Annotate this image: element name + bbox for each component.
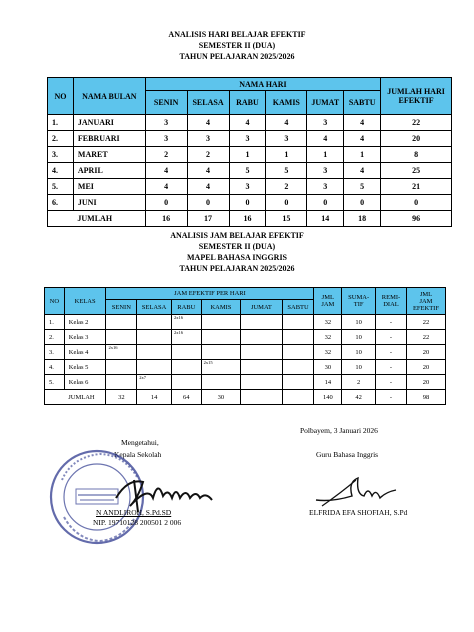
table-row bbox=[45, 345, 446, 360]
row-no: 3. bbox=[45, 345, 65, 360]
jumlah-value: 30 bbox=[201, 390, 241, 405]
row-day-value: 4 bbox=[229, 115, 266, 131]
row-bulan: FEBRUARI bbox=[73, 131, 145, 147]
row-no: 4. bbox=[48, 163, 74, 179]
jumlah-value bbox=[241, 390, 282, 405]
row-day-value: 0 bbox=[145, 195, 187, 211]
row-jml-jam: 30 bbox=[314, 360, 342, 375]
row-day-value: 5 bbox=[266, 163, 307, 179]
table-row bbox=[48, 195, 452, 211]
row-day-value: 4 bbox=[187, 179, 229, 195]
row-no: 1. bbox=[48, 115, 74, 131]
table-row bbox=[45, 315, 446, 330]
jml-jam-header: JML JAM bbox=[314, 288, 342, 315]
row-day-value: 0 bbox=[229, 195, 266, 211]
row-day-value: 5 bbox=[344, 179, 381, 195]
row-no: 5. bbox=[48, 179, 74, 195]
row-no: 1. bbox=[45, 315, 65, 330]
row-day-cell bbox=[106, 375, 137, 390]
jumlah-remidial: - bbox=[376, 390, 407, 405]
row-total: 8 bbox=[381, 147, 452, 163]
row-day-cell bbox=[282, 360, 314, 375]
row-efektif: 20 bbox=[406, 375, 445, 390]
row-day-value: 2 bbox=[145, 147, 187, 163]
row-efektif: 22 bbox=[406, 330, 445, 345]
day-header: SABTU bbox=[344, 91, 381, 115]
title-2-line-2: SEMESTER II (DUA) bbox=[198, 242, 276, 251]
nama-hari-header: NAMA HARI bbox=[145, 78, 380, 91]
row-day-value: 0 bbox=[266, 195, 307, 211]
row-day-cell bbox=[137, 315, 172, 330]
row-no: 5. bbox=[45, 375, 65, 390]
row-day-value: 3 bbox=[307, 179, 344, 195]
row-jml-jam: 14 bbox=[314, 375, 342, 390]
row-day-value: 4 bbox=[187, 115, 229, 131]
row-day-value: 4 bbox=[344, 115, 381, 131]
row-jml-jam: 32 bbox=[314, 330, 342, 345]
row-day-value: 4 bbox=[145, 163, 187, 179]
jumlah-value: 16 bbox=[229, 211, 266, 227]
jumlah-sumatif: 42 bbox=[342, 390, 376, 405]
row-day-cell bbox=[201, 315, 241, 330]
jumlah-value: 17 bbox=[187, 211, 229, 227]
row-day-value: 1 bbox=[307, 147, 344, 163]
row-no: 3. bbox=[48, 147, 74, 163]
title-1-line-1: ANALISIS HARI BELAJAR EFEKTIF bbox=[168, 30, 306, 39]
bulan-header: NAMA BULAN bbox=[73, 78, 145, 115]
guru-label: Guru Bahasa Inggris bbox=[316, 450, 379, 459]
no-header: NO bbox=[48, 78, 74, 115]
jumlah-value: 64 bbox=[171, 390, 201, 405]
mengetahui-label: Mengetahui, bbox=[121, 438, 159, 447]
headmaster-name: N ANDLIROH, S.Pd.SD bbox=[96, 508, 172, 517]
jumlah-value: 32 bbox=[106, 390, 137, 405]
sumatif-header: SUMA- TIF bbox=[342, 288, 376, 315]
jumlah-jml-jam: 140 bbox=[314, 390, 342, 405]
hari-efektif-table bbox=[47, 77, 452, 227]
row-day-value: 4 bbox=[344, 163, 381, 179]
teacher-signature bbox=[312, 472, 402, 512]
row-day-value: 1 bbox=[229, 147, 266, 163]
table-row bbox=[48, 179, 452, 195]
jumlah-value bbox=[282, 390, 314, 405]
jml-jam-efektif-header: JML JAM EFEKTIF bbox=[406, 288, 445, 315]
jumlah-value: 16 bbox=[145, 211, 187, 227]
jumlah-label: JUMLAH bbox=[73, 211, 145, 227]
jumlah-value: 14 bbox=[307, 211, 344, 227]
table-row bbox=[48, 115, 452, 131]
headmaster-nip: NIP. 19710128 200501 2 006 bbox=[93, 518, 182, 527]
row-day-cell: 2x7 bbox=[137, 375, 172, 390]
row-day-cell bbox=[106, 315, 137, 330]
row-total: 20 bbox=[381, 131, 452, 147]
row-day-cell bbox=[201, 375, 241, 390]
row-day-value: 4 bbox=[344, 131, 381, 147]
row-day-cell bbox=[137, 345, 172, 360]
place-date: Polbayem, 3 Januari 2026 bbox=[300, 426, 378, 435]
row-remidial: - bbox=[376, 315, 407, 330]
day-header: KAMIS bbox=[266, 91, 307, 115]
row-day-value: 3 bbox=[187, 131, 229, 147]
row-remidial: - bbox=[376, 360, 407, 375]
row-day-cell bbox=[241, 375, 282, 390]
row-day-cell bbox=[171, 375, 201, 390]
row-day-value: 4 bbox=[187, 163, 229, 179]
jumlah-total: 96 bbox=[381, 211, 452, 227]
row-day-cell bbox=[282, 345, 314, 360]
row-day-value: 3 bbox=[266, 131, 307, 147]
row-day-value: 4 bbox=[307, 131, 344, 147]
row-day-cell bbox=[171, 360, 201, 375]
row-sumatif: 10 bbox=[342, 330, 376, 345]
table-row bbox=[45, 330, 446, 345]
jam-efektif-table bbox=[44, 287, 446, 405]
row-kelas: Kelas 2 bbox=[64, 315, 106, 330]
remidial-header: REMI- DIAL bbox=[376, 288, 407, 315]
row-day-value: 3 bbox=[229, 131, 266, 147]
day-header: SABTU bbox=[282, 300, 314, 315]
row-day-value: 2 bbox=[266, 179, 307, 195]
row-day-value: 4 bbox=[145, 179, 187, 195]
row-no: 4. bbox=[45, 360, 65, 375]
day-header: RABU bbox=[229, 91, 266, 115]
jumlah-value: 18 bbox=[344, 211, 381, 227]
row-efektif: 20 bbox=[406, 345, 445, 360]
row-sumatif: 2 bbox=[342, 375, 376, 390]
row-day-cell: 2x15 bbox=[201, 360, 241, 375]
row-kelas: Kelas 3 bbox=[64, 330, 106, 345]
day-header: JUMAT bbox=[241, 300, 282, 315]
row-remidial: - bbox=[376, 330, 407, 345]
jumlah-value: 14 bbox=[137, 390, 172, 405]
row-total: 22 bbox=[381, 115, 452, 131]
teacher-name: ELFRIDA EFA SHOFIAH, S.Pd bbox=[309, 508, 408, 517]
row-efektif: 22 bbox=[406, 315, 445, 330]
row-kelas: Kelas 4 bbox=[64, 345, 106, 360]
row-day-cell bbox=[201, 330, 241, 345]
row-no: 6. bbox=[48, 195, 74, 211]
row-kelas: Kelas 6 bbox=[64, 375, 106, 390]
row-sumatif: 10 bbox=[342, 360, 376, 375]
jumlah-hari-efektif-header: JUMLAH HARI EFEKTIF bbox=[381, 78, 452, 115]
row-day-cell bbox=[171, 345, 201, 360]
row-day-cell bbox=[106, 330, 137, 345]
row-day-value: 3 bbox=[145, 115, 187, 131]
row-day-value: 3 bbox=[307, 115, 344, 131]
row-bulan: JUNI bbox=[73, 195, 145, 211]
day-header: SENIN bbox=[106, 300, 137, 315]
row-day-cell bbox=[201, 345, 241, 360]
jumlah-value: 15 bbox=[266, 211, 307, 227]
row-day-cell bbox=[241, 330, 282, 345]
table-row bbox=[48, 131, 452, 147]
no-header: NO bbox=[45, 288, 65, 315]
row-day-value: 3 bbox=[307, 163, 344, 179]
title-2-line-1: ANALISIS JAM BELAJAR EFEKTIF bbox=[170, 231, 304, 240]
row-day-value: 3 bbox=[145, 131, 187, 147]
row-jml-jam: 32 bbox=[314, 315, 342, 330]
row-jml-jam: 32 bbox=[314, 345, 342, 360]
row-no: 2. bbox=[48, 131, 74, 147]
day-header: SELASA bbox=[187, 91, 229, 115]
row-day-value: 2 bbox=[187, 147, 229, 163]
jam-efektif-header: JAM EFEKTIF PER HARI bbox=[106, 288, 314, 300]
row-bulan: APRIL bbox=[73, 163, 145, 179]
row-kelas: Kelas 5 bbox=[64, 360, 106, 375]
jumlah-efektif: 98 bbox=[406, 390, 445, 405]
table-row bbox=[48, 163, 452, 179]
row-day-value: 3 bbox=[229, 179, 266, 195]
row-day-value: 1 bbox=[344, 147, 381, 163]
row-day-value: 0 bbox=[344, 195, 381, 211]
row-day-cell bbox=[137, 360, 172, 375]
row-day-cell: 2x16 bbox=[171, 315, 201, 330]
row-day-cell: 2x16 bbox=[171, 330, 201, 345]
row-sumatif: 10 bbox=[342, 345, 376, 360]
row-day-value: 5 bbox=[229, 163, 266, 179]
row-sumatif: 10 bbox=[342, 315, 376, 330]
title-1-line-3: TAHUN PELAJARAN 2025/2026 bbox=[179, 52, 295, 61]
row-day-cell: 2x16 bbox=[106, 345, 137, 360]
row-day-cell bbox=[282, 375, 314, 390]
title-1-line-2: SEMESTER II (DUA) bbox=[198, 41, 276, 50]
row-total: 25 bbox=[381, 163, 452, 179]
jumlah-label: JUMLAH bbox=[64, 390, 106, 405]
title-2-line-3: MAPEL BAHASA INGGRIS bbox=[186, 253, 288, 262]
table-row bbox=[45, 375, 446, 390]
row-bulan: JANUARI bbox=[73, 115, 145, 131]
row-day-cell bbox=[282, 315, 314, 330]
row-day-cell bbox=[241, 345, 282, 360]
day-header: SENIN bbox=[145, 91, 187, 115]
row-day-cell bbox=[137, 330, 172, 345]
day-header: JUMAT bbox=[307, 91, 344, 115]
row-day-cell bbox=[241, 315, 282, 330]
row-day-cell bbox=[106, 360, 137, 375]
row-bulan: MARET bbox=[73, 147, 145, 163]
day-header: KAMIS bbox=[201, 300, 241, 315]
row-efektif: 20 bbox=[406, 360, 445, 375]
row-bulan: MEI bbox=[73, 179, 145, 195]
row-remidial: - bbox=[376, 345, 407, 360]
row-no: 2. bbox=[45, 330, 65, 345]
table-row bbox=[48, 147, 452, 163]
row-day-value: 0 bbox=[187, 195, 229, 211]
table-row bbox=[45, 360, 446, 375]
row-total: 21 bbox=[381, 179, 452, 195]
kelas-header: KELAS bbox=[64, 288, 106, 315]
row-day-cell bbox=[282, 330, 314, 345]
day-header: SELASA bbox=[137, 300, 172, 315]
row-day-value: 0 bbox=[307, 195, 344, 211]
row-total: 0 bbox=[381, 195, 452, 211]
row-day-cell bbox=[241, 360, 282, 375]
row-day-value: 1 bbox=[266, 147, 307, 163]
row-day-value: 4 bbox=[266, 115, 307, 131]
day-header: RABU bbox=[171, 300, 201, 315]
row-remidial: - bbox=[376, 375, 407, 390]
kepala-sekolah-label: Kepala Sekolah bbox=[114, 450, 162, 459]
title-2-line-4: TAHUN PELAJARAN 2025/2026 bbox=[179, 264, 295, 273]
